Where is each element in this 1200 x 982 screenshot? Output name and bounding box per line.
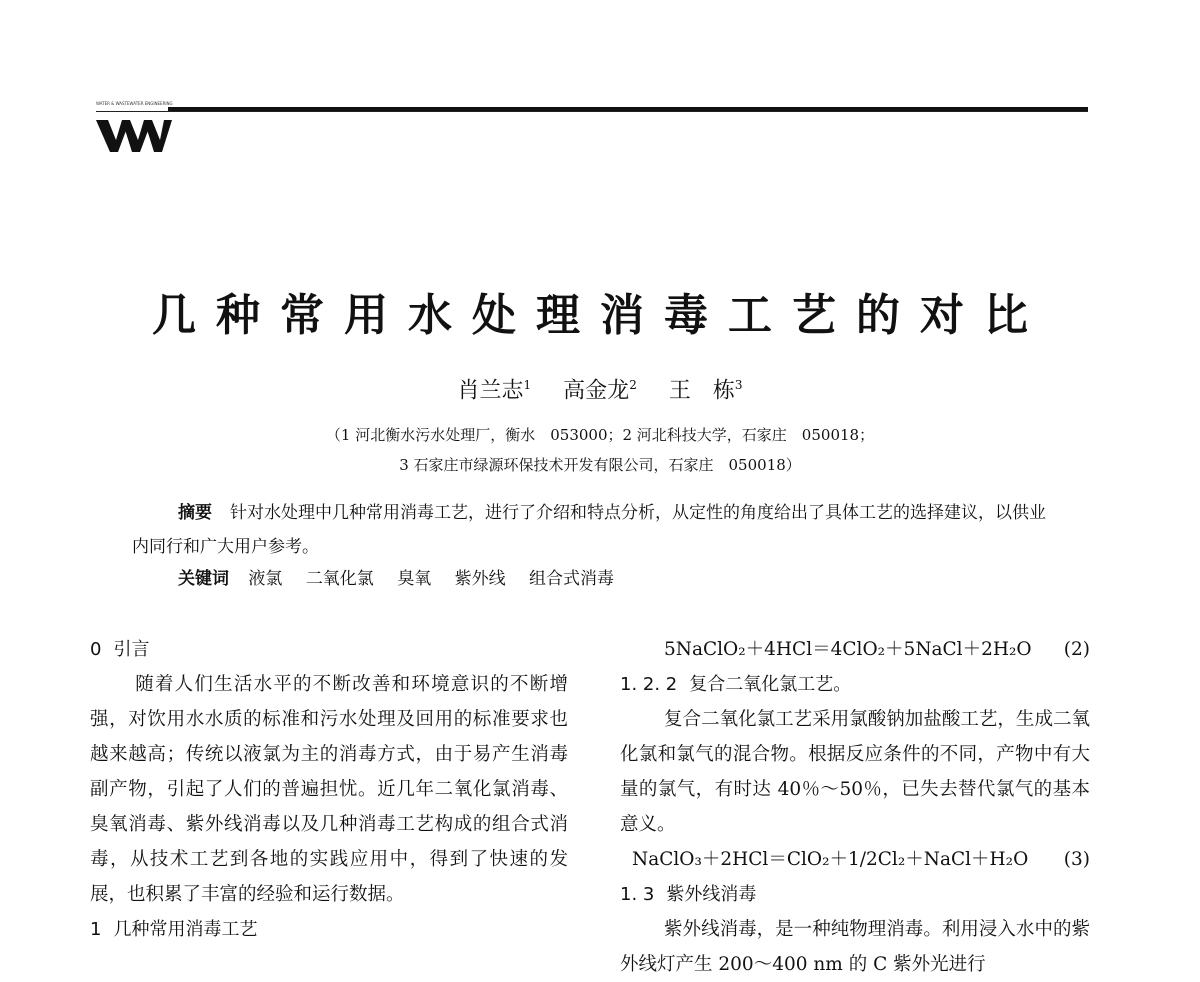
equation-formula: 5NaClO₂＋4HCl＝4ClO₂＋5NaCl＋2H₂O: [664, 639, 1032, 660]
paragraph-uv-disinfection: [620, 912, 1090, 982]
paragraph-composite-chlorine-dioxide: [620, 702, 1090, 842]
section-title: 几种常用消毒工艺: [113, 919, 258, 940]
author-affiliation-mark: 1: [523, 378, 532, 392]
keywords-label: 关键词: [178, 569, 229, 589]
abstract-text: 针对水处理中几种常用消毒工艺，进行了介绍和特点分析，从定性的角度给出了具体工艺的选择建议，以供业内同行和广大用户参考。: [132, 503, 1046, 557]
keyword: 臭氧: [397, 569, 432, 589]
affiliation-line-2: 3 石家庄市绿源环保技术开发有限公司，石家庄 050018）: [399, 456, 801, 474]
author-affiliation-mark: 2: [629, 378, 637, 392]
journal-logo-icon: [96, 120, 172, 152]
header-rule-thin: [96, 111, 1088, 112]
equation-2: [620, 632, 1090, 667]
author-name: 王 栋: [668, 378, 735, 404]
left-column: [90, 632, 568, 947]
journal-logo-caption: WATER & WASTEWATER ENGINEERING: [96, 101, 173, 106]
right-column: [620, 632, 1090, 982]
keywords: [178, 564, 1058, 594]
paragraph-text: 复合二氧化氯工艺采用氯酸钠加盐酸工艺，生成二氧化氯和氯气的混合物。根据反应条件的不同，产物中有大量的氯气，有时达 40％～50％，已失去替代氯气的基本意义。: [620, 709, 1090, 835]
equation-formula: NaClO₃＋2HCl＝ClO₂＋1/2Cl₂＋NaCl＋H₂O: [632, 849, 1029, 870]
section-heading-introduction: [90, 632, 568, 667]
equation-3: [620, 842, 1090, 877]
author-name: 高金龙: [563, 378, 630, 404]
equation-number: (3): [1063, 849, 1090, 870]
abstract: [132, 496, 1052, 564]
paragraph-text: 随着人们生活水平的不断改善和环境意识的不断增强，对饮用水水质的标准和污水处理及回用的标准要求也越来越高；传统以液氯为主的消毒方式，由于易产生消毒副产物，引起了人们的普遍担忧。近几年二氧化氯消毒、臭氧消毒、紫外线消毒以及几种消毒工艺构成的组合式消毒，从技术工艺到各地的实践应用中，得到了快速的发展，也积累了丰富的经验和运行数据。: [90, 674, 568, 905]
section-number: 0: [90, 639, 102, 660]
paragraph-text: 紫外线消毒，是一种纯物理消毒。利用浸入水中的紫外线灯产生 200～400 nm 的 C 紫外光进行: [620, 919, 1090, 975]
author-list: [0, 370, 1200, 406]
keyword: 二氧化氯: [305, 569, 374, 589]
keyword: 紫外线: [454, 569, 506, 589]
subsection-heading-1-2-2: [620, 667, 1090, 702]
article-title: 几种常用水处理消毒工艺的对比: [152, 290, 1048, 341]
subsection-title: 紫外线消毒: [666, 884, 757, 905]
subsection-number: 1. 2. 2: [620, 674, 678, 695]
header-rule: [168, 107, 1088, 111]
section-heading-disinfection-processes: [90, 912, 568, 947]
author-affiliation-mark: 3: [734, 378, 743, 392]
abstract-label: 摘要: [178, 503, 212, 523]
section-number: 1: [90, 919, 102, 940]
author-name: 肖兰志: [457, 378, 524, 404]
subsection-number: 1. 3: [620, 884, 655, 905]
section-title: 引言: [113, 639, 150, 660]
equation-number: (2): [1063, 639, 1090, 660]
affiliation-line-1: （1 河北衡水污水处理厂，衡水 053000；2 河北科技大学，石家庄 050018；: [325, 426, 875, 444]
keyword: 组合式消毒: [529, 569, 615, 589]
subsection-heading-1-3: [620, 877, 1090, 912]
keyword: 液氯: [248, 569, 283, 589]
paragraph-introduction: [90, 667, 568, 912]
subsection-title: 复合二氧化氯工艺。: [689, 674, 852, 695]
